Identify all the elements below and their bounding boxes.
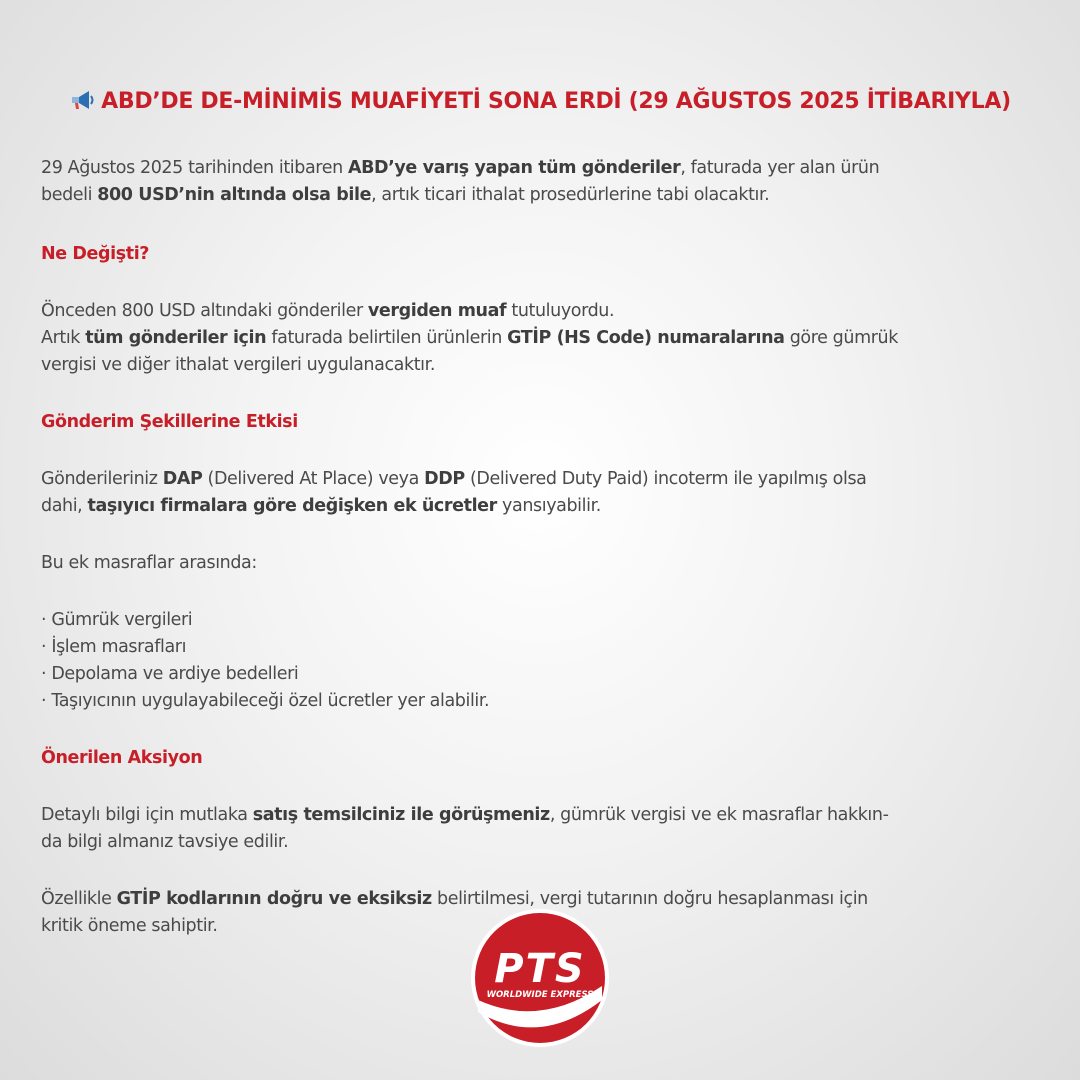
section3-line-3: Özellikle GTİP kodlarının doğru ve eksiksiz belirtilmesi, vergi tutarının doğru hesaplanması için [41, 889, 868, 909]
section2-line-2: dahi, taşıyıcı firmalara göre değişken ek ücretler yansıyabilir. [41, 496, 601, 516]
section1-line-2: Artık tüm gönderiler için faturada belirtilen ürünlerin GTİP (HS Code) numaralarına göre gümrük [41, 328, 898, 348]
list-item: · Gümrük vergileri [41, 610, 193, 630]
intro-line-1: 29 Ağustos 2025 tarihinden itibaren ABD’ye varış yapan tüm gönderiler, faturada yer alan ürün [41, 158, 880, 178]
page-title-text: ABD’DE DE-MİNİMİS MUAFİYETİ SONA ERDİ (29 AĞUSTOS 2025 İTİBARIYLA) [101, 89, 1011, 114]
page-title [0, 88, 1080, 118]
pts-logo [470, 908, 610, 1048]
logo-brand: PTS [494, 946, 586, 992]
section-heading-onerilen: Önerilen Aksiyon [41, 748, 203, 768]
list-intro: Bu ek masraflar arasında: [41, 553, 257, 573]
section2-line-1: Gönderileriniz DAP (Delivered At Place) veya DDP (Delivered Duty Paid) incoterm ile yapılmış olsa [41, 469, 867, 489]
section-heading-gonderim: Gönderim Şekillerine Etkisi [41, 412, 298, 432]
section3-line-2: da bilgi almanız tavsiye edilir. [41, 832, 289, 852]
section3-line-1: Detaylı bilgi için mutlaka satış temsilciniz ile görüşmeniz, gümrük vergisi ve ek masraflar hakkın- [41, 805, 889, 825]
intro-line-2: bedeli 800 USD’nin altında olsa bile, artık ticari ithalat prosedürlerine tabi olacaktır. [41, 185, 770, 205]
list-item: · Depolama ve ardiye bedelleri [41, 664, 299, 684]
section3-line-4: kritik öneme sahiptir. [41, 916, 218, 936]
article-body [41, 155, 1041, 940]
list-item: · Taşıyıcının uygulayabileceği özel ücretler yer alabilir. [41, 691, 490, 711]
section1-line-3: vergisi ve diğer ithalat vergileri uygulanacaktır. [41, 355, 435, 375]
list-item: · İşlem masrafları [41, 637, 187, 657]
megaphone-icon [69, 88, 95, 118]
section1-line-1: Önceden 800 USD altındaki gönderiler vergiden muaf tutuluyordu. [41, 301, 615, 321]
logo-tagline: WORLDWIDE EXPRESS [486, 990, 594, 1000]
section-heading-ne-degisti: Ne Değişti? [41, 244, 150, 264]
